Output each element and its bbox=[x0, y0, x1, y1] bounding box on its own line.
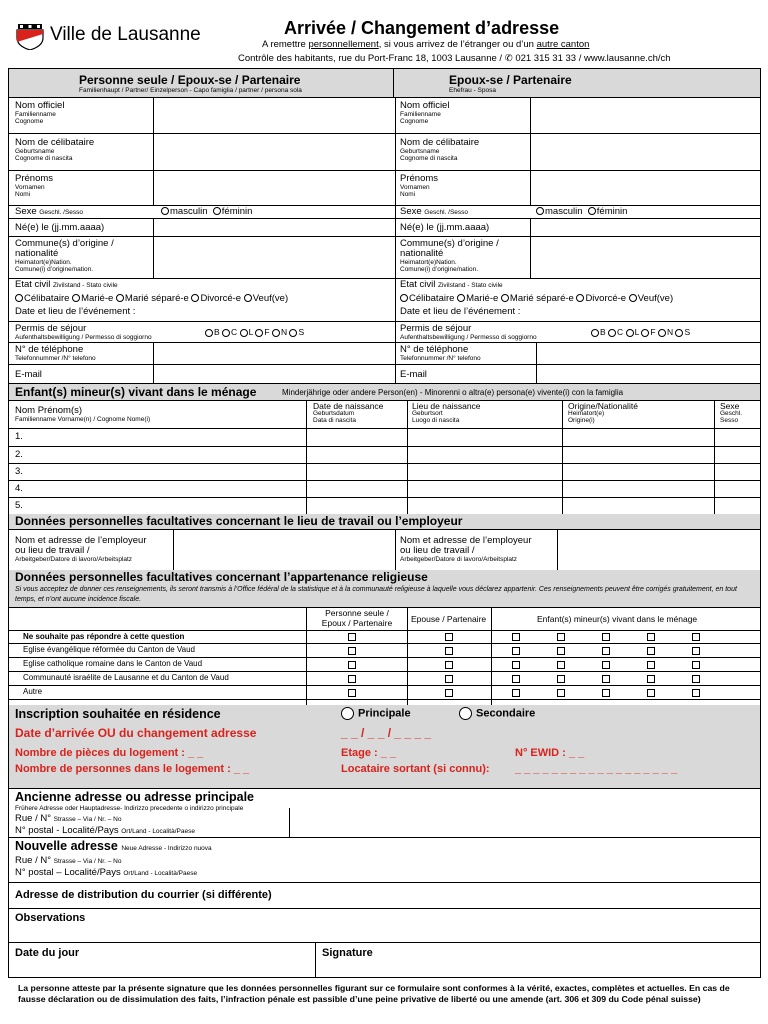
legal-footer: La personne atteste par la présente signature que les données personnelles figurant sur ce formulaire sont conformes à la vérité, exactes, complètes et actuelles. En cas de fausse déclaration ou de dissimulation des faits, l’infraction pénale est passible d’une peine privative de liberté ou une amende (art. 306 et 309 du Code pénal suisse) bbox=[18, 983, 730, 1004]
date-du-jour-label: Date du jour bbox=[15, 947, 80, 959]
religion-col-spouse: Epouse / Partenaire bbox=[411, 614, 487, 624]
right-nom-celib-label: Nom de célibataire Geburtsname Cognome di nascita bbox=[400, 137, 480, 162]
religion-checkbox[interactable] bbox=[557, 633, 565, 641]
religion-checkbox[interactable] bbox=[602, 675, 610, 683]
right-divorce-radio[interactable] bbox=[576, 294, 584, 302]
religion-checkbox[interactable] bbox=[557, 675, 565, 683]
children-header bbox=[8, 384, 761, 401]
mail-address-section bbox=[8, 882, 761, 909]
left-masculin-radio[interactable] bbox=[161, 207, 169, 215]
religion-title: Données personnelles facultatives concernant l’appartenance religieuse bbox=[15, 570, 428, 584]
right-permis-b-radio[interactable] bbox=[591, 329, 599, 337]
old-address-section bbox=[8, 788, 761, 838]
religion-checkbox[interactable] bbox=[602, 633, 610, 641]
left-permis-row: Permis de séjour Aufenthaltsbewilligung / Permesso di soggiorno bbox=[15, 323, 152, 341]
left-permis-s-radio[interactable] bbox=[289, 329, 297, 337]
left-permis-l-radio[interactable] bbox=[240, 329, 248, 337]
religion-checkbox[interactable] bbox=[348, 689, 356, 697]
observations-section bbox=[8, 908, 761, 943]
children-col-birthdate: Date de naissance Geburtsdatum Data di nascita bbox=[313, 401, 384, 424]
religion-header bbox=[8, 570, 761, 608]
religion-checkbox[interactable] bbox=[647, 675, 655, 683]
left-prenoms-label: Prénoms Vornamen Nomi bbox=[15, 173, 54, 198]
left-permis-b-radio[interactable] bbox=[205, 329, 213, 337]
religion-checkbox[interactable] bbox=[512, 661, 520, 669]
right-permis-c-radio[interactable] bbox=[608, 329, 616, 337]
work-header bbox=[8, 514, 761, 530]
left-person-title: Personne seule / Epoux-se / Partenaire bbox=[79, 73, 301, 87]
religion-checkbox[interactable] bbox=[348, 661, 356, 669]
religion-checkbox[interactable] bbox=[557, 647, 565, 655]
religion-checkbox[interactable] bbox=[445, 689, 453, 697]
observations-label: Observations bbox=[15, 912, 86, 924]
religion-checkbox[interactable] bbox=[692, 633, 700, 641]
religion-checkbox[interactable] bbox=[602, 689, 610, 697]
right-telephone-label: N° de téléphone Telefonnummer /N° telefono bbox=[400, 344, 481, 362]
religion-row-label: Eglise catholique romaine dans le Canton de Vaud bbox=[23, 659, 203, 668]
mail-address-label: Adresse de distribution du courrier (si différente) bbox=[15, 889, 272, 901]
logo-text: Ville de Lausanne bbox=[50, 24, 201, 45]
right-celibataire-radio[interactable] bbox=[400, 294, 408, 302]
etage-field[interactable]: Etage : _ _ bbox=[341, 747, 397, 759]
right-permis-options: B C L F N S bbox=[591, 327, 690, 337]
religion-table bbox=[8, 607, 761, 706]
children-col-birthplace: Lieu de naissance Geburtsort Luogo di nascita bbox=[412, 401, 481, 424]
right-permis-s-radio[interactable] bbox=[675, 329, 683, 337]
persons-grid bbox=[8, 97, 761, 384]
right-commune-label: Commune(s) d’origine / nationalité Heimatort(e)Nation. Comune(i) d’origine/nation. bbox=[400, 238, 499, 273]
left-email-label: E-mail bbox=[15, 369, 42, 380]
left-person-subtitle: Familienhaupt / Partner/ Einzelperson - Capo famiglia / partner / persona sola bbox=[79, 87, 302, 94]
religion-checkbox[interactable] bbox=[445, 647, 453, 655]
left-permis-n-radio[interactable] bbox=[272, 329, 280, 337]
right-feminin-radio[interactable] bbox=[588, 207, 596, 215]
religion-checkbox[interactable] bbox=[512, 675, 520, 683]
office-line: Contrôle des habitants, rue du Port-Franc 18, 1003 Lausanne / ✆ 021 315 31 33 / www.lausanne.ch/ch bbox=[238, 53, 671, 64]
religion-checkbox[interactable] bbox=[557, 689, 565, 697]
left-nom-officiel-input[interactable] bbox=[154, 97, 394, 133]
old-npa-label: N° postal - Localité/Pays Ort/Land - Località/Paese bbox=[15, 825, 195, 836]
religion-checkbox[interactable] bbox=[647, 633, 655, 641]
religion-checkbox[interactable] bbox=[692, 647, 700, 655]
right-birthdate-label: Né(e) le (jj.mm.aaaa) bbox=[400, 222, 490, 233]
children-col-name: Nom Prénom(s) Familienname Vorname(n) / Cognome Nome(i) bbox=[15, 405, 151, 423]
left-marie-radio[interactable] bbox=[72, 294, 80, 302]
right-permis-row: Permis de séjour Aufenthaltsbewilligung / Permesso di soggiorno bbox=[400, 323, 537, 341]
left-permis-options: B C L F N S bbox=[205, 327, 304, 337]
religion-checkbox[interactable] bbox=[557, 661, 565, 669]
lausanne-logo bbox=[14, 24, 46, 50]
right-separe-radio[interactable] bbox=[501, 294, 509, 302]
date-arrivee-label: Date d’arrivée OU du changement adresse bbox=[15, 726, 257, 740]
city-crest-icon bbox=[14, 24, 46, 50]
table-row[interactable]: 2. bbox=[15, 449, 23, 460]
left-nom-officiel-label: Nom officiel Familienname Cognome bbox=[15, 100, 65, 125]
secondaire-option: Secondaire bbox=[459, 707, 535, 720]
children-table bbox=[8, 400, 761, 515]
left-celibataire-radio[interactable] bbox=[15, 294, 23, 302]
table-row[interactable]: 4. bbox=[15, 483, 23, 494]
religion-checkbox[interactable] bbox=[692, 661, 700, 669]
locataire-field[interactable]: _ _ _ _ _ _ _ _ _ _ _ _ _ _ _ _ _ _ bbox=[515, 763, 678, 775]
personnes-field[interactable]: Nombre de personnes dans le logement : _ _ bbox=[15, 763, 250, 775]
religion-checkbox[interactable] bbox=[445, 633, 453, 641]
old-address-subtitle: Frühere Adresse oder Hauptadresse- Indirizzo precedente o indirizzo principale bbox=[15, 805, 244, 812]
children-title: Enfant(s) mineur(s) vivant dans le ménage bbox=[15, 385, 257, 399]
right-email-label: E-mail bbox=[400, 369, 427, 380]
right-permis-f-radio[interactable] bbox=[641, 329, 649, 337]
old-rue-label: Rue / N° Strasse – Via / Nr. – No bbox=[15, 813, 122, 824]
left-sexe-row: Sexe Geschl. /Sesso masculin féminin bbox=[15, 206, 253, 217]
left-feminin-radio[interactable] bbox=[213, 207, 221, 215]
religion-checkbox[interactable] bbox=[348, 647, 356, 655]
secondaire-radio[interactable] bbox=[459, 707, 472, 720]
table-row[interactable]: 5. bbox=[15, 500, 23, 511]
left-permis-c-radio[interactable] bbox=[222, 329, 230, 337]
religion-checkbox[interactable] bbox=[512, 689, 520, 697]
right-etat-civil: Etat civil Zivilstand - Stato civile Célibataire Marié-e Marié séparé-e Divorcé-e Veuf(ve) Date et lieu de l’événement : bbox=[400, 279, 674, 317]
right-marie-radio[interactable] bbox=[457, 294, 465, 302]
work-title: Données personnelles facultatives concernant le lieu de travail ou l’employeur bbox=[15, 514, 463, 528]
religion-checkbox[interactable] bbox=[647, 661, 655, 669]
left-telephone-label: N° de téléphone Telefonnummer /N° telefono bbox=[15, 344, 96, 362]
left-permis-f-radio[interactable] bbox=[255, 329, 263, 337]
right-masculin-radio[interactable] bbox=[536, 207, 544, 215]
right-prenoms-label: Prénoms Vornamen Nomi bbox=[400, 173, 439, 198]
table-row[interactable]: 3. bbox=[15, 466, 23, 477]
religion-checkbox[interactable] bbox=[348, 633, 356, 641]
inscription-section bbox=[8, 705, 761, 789]
left-birthdate-label: Né(e) le (jj.mm.aaaa) bbox=[15, 222, 105, 233]
work-grid bbox=[8, 529, 761, 571]
page-title: Arrivée / Changement d’adresse bbox=[284, 18, 560, 38]
right-person-subtitle: Ehefrau - Sposa bbox=[449, 87, 496, 94]
old-address-title: Ancienne adresse ou adresse principale bbox=[15, 790, 254, 804]
principale-option: Principale bbox=[341, 707, 411, 720]
right-nom-officiel-label: Nom officiel Familienname Cognome bbox=[400, 100, 450, 125]
date-arrivee-field[interactable]: _ _ / _ _ / _ _ _ _ bbox=[341, 726, 432, 740]
locataire-label: Locataire sortant (si connu): bbox=[341, 763, 490, 775]
new-rue-label: Rue / N° Strasse – Via / Nr. – No bbox=[15, 855, 122, 866]
right-employer-label: Nom et adresse de l’employeur ou lieu de travail / Arbeitgeber/Datore di lavoro/Arbeitsplatz bbox=[400, 535, 532, 563]
instruction-line: A remettre personnellement, si vous arrivez de l’étranger ou d’un autre canton bbox=[262, 39, 590, 50]
left-commune-label: Commune(s) d’origine / nationalité Heimatort(e)Nation. Comune(i) d’origine/nation. bbox=[15, 238, 114, 273]
religion-row-label: Ne souhaite pas répondre à cette question bbox=[23, 632, 185, 641]
left-etat-civil: Etat civil Zivilstand - Stato civile Célibataire Marié-e Marié séparé-e Divorcé-e Veuf(ve) Date et lieu de l’événement : bbox=[15, 279, 289, 317]
religion-col-children: Enfant(s) mineur(s) vivant dans le ménage bbox=[537, 614, 698, 624]
children-col-sex: Sexe Geschl. Sesso bbox=[720, 401, 743, 424]
religion-checkbox[interactable] bbox=[445, 675, 453, 683]
signature-section bbox=[8, 942, 761, 978]
right-permis-l-radio[interactable] bbox=[626, 329, 634, 337]
religion-row-label: Autre bbox=[23, 687, 43, 696]
religion-checkbox[interactable] bbox=[692, 689, 700, 697]
religion-col-person: Personne seule / Epoux / Partenaire bbox=[321, 608, 393, 628]
pieces-field[interactable]: Nombre de pièces du logement : _ _ bbox=[15, 747, 204, 759]
right-person-title: Epoux-se / Partenaire bbox=[449, 73, 572, 87]
principale-radio[interactable] bbox=[341, 707, 354, 720]
left-divorce-radio[interactable] bbox=[191, 294, 199, 302]
religion-checkbox[interactable] bbox=[602, 661, 610, 669]
right-permis-n-radio[interactable] bbox=[658, 329, 666, 337]
right-veuf-radio[interactable] bbox=[629, 294, 637, 302]
left-employer-label: Nom et adresse de l’employeur ou lieu de travail / Arbeitgeber/Datore di lavoro/Arbeitsplatz bbox=[15, 535, 147, 563]
persons-header bbox=[8, 68, 761, 98]
phone-icon: ✆ bbox=[504, 53, 516, 64]
left-separe-radio[interactable] bbox=[116, 294, 124, 302]
right-sexe-row: Sexe Geschl. /Sesso masculin féminin bbox=[400, 206, 628, 217]
table-row[interactable]: 1. bbox=[15, 431, 23, 442]
religion-checkbox[interactable] bbox=[647, 689, 655, 697]
children-col-origin: Origine/Nationalité Heimatort(e) Origine(i) bbox=[568, 401, 638, 424]
new-npa-label: N° postal – Localité/Pays Ort/Land - Località/Paese bbox=[15, 867, 198, 878]
left-veuf-radio[interactable] bbox=[244, 294, 252, 302]
religion-checkbox[interactable] bbox=[445, 661, 453, 669]
religion-row-label: Eglise évangélique réformée du Canton de Vaud bbox=[23, 645, 195, 654]
children-subtitle: Minderjährige oder andere Person(en) - Minorenni o altra(e) persona(e) vivente(i) con la famiglia bbox=[282, 388, 624, 397]
new-address-section bbox=[8, 837, 761, 883]
religion-checkbox[interactable] bbox=[512, 633, 520, 641]
religion-checkbox[interactable] bbox=[348, 675, 356, 683]
signature-label: Signature bbox=[322, 947, 373, 959]
new-address-title: Nouvelle adresse Neue Adresse - Indirizzo nuova bbox=[15, 839, 212, 853]
right-nom-officiel-input[interactable] bbox=[531, 97, 760, 133]
left-nom-celib-label: Nom de célibataire Geburtsname Cognome di nascita bbox=[15, 137, 95, 162]
inscription-title: Inscription souhaitée en résidence bbox=[15, 707, 221, 721]
religion-row-label: Communauté israélite de Lausanne et du Canton de Vaud bbox=[23, 673, 229, 682]
ewid-field[interactable]: N° EWID : _ _ bbox=[515, 747, 585, 759]
religion-checkbox[interactable] bbox=[692, 675, 700, 683]
religion-checkbox[interactable] bbox=[602, 647, 610, 655]
religion-checkbox[interactable] bbox=[512, 647, 520, 655]
religion-note: Si vous acceptez de donner ces renseignements, ils seront transmis à l’Office fédéral de la statistique et à la communauté religieuse à laquelle vous déclarez appartenir. Ces renseignements peuvent être corrigés gratuitement, en tout temps, et n’ont aucune incidence fiscale. bbox=[15, 586, 737, 603]
religion-checkbox[interactable] bbox=[647, 647, 655, 655]
